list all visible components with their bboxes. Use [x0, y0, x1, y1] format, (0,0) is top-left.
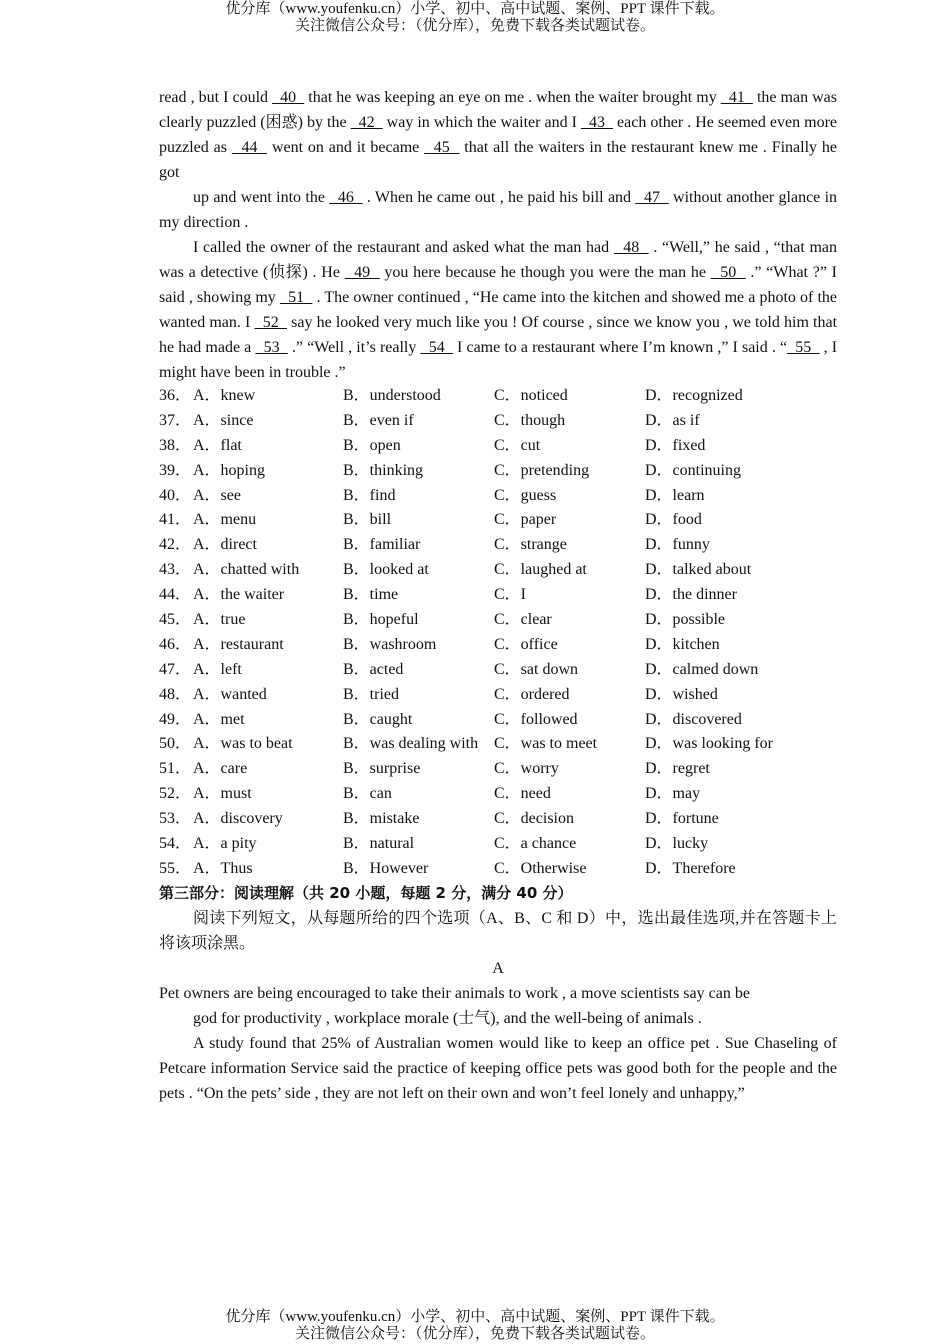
question-number: 39．	[159, 461, 192, 479]
question-number: 41．	[159, 511, 192, 529]
option-a: A．met	[193, 710, 245, 728]
option-a: A．see	[193, 486, 241, 504]
section-title: 第三部分：阅读理解（共 20 小题，每题 2 分，满分 40 分）	[159, 884, 573, 902]
question-number: 36．	[159, 387, 192, 404]
option-c: C．sat down	[494, 660, 579, 678]
question-number: 50．	[159, 735, 192, 753]
question-number: 46．	[159, 635, 192, 653]
option-a: A．discovery	[193, 810, 283, 828]
option-row	[159, 458, 859, 483]
option-a: A．care	[193, 760, 248, 778]
option-d: D．talked about	[645, 561, 752, 579]
option-a: A．restaurant	[193, 635, 284, 653]
question-number: 55．	[159, 859, 192, 877]
option-row	[159, 731, 859, 756]
blank-40: 40	[272, 89, 305, 106]
option-c: C．decision	[494, 810, 574, 828]
option-b: B．washroom	[343, 635, 437, 653]
question-number: 40．	[159, 486, 192, 504]
cloze-passage	[159, 85, 837, 385]
option-d: D．the dinner	[645, 586, 737, 604]
option-a: A．since	[193, 411, 254, 429]
option-c: C．cut	[494, 436, 541, 454]
option-b: B．bill	[343, 511, 392, 529]
page-header	[0, 1, 950, 35]
option-d: D．Therefore	[645, 859, 736, 877]
option-c: C．worry	[494, 760, 559, 778]
option-a: A．a pity	[193, 835, 257, 853]
option-row	[159, 433, 859, 458]
option-d: D．regret	[645, 760, 710, 778]
blank-48: 48	[613, 239, 649, 256]
option-row	[159, 856, 859, 881]
option-b: B．looked at	[343, 561, 429, 579]
option-row	[159, 682, 859, 707]
option-d: D．fortune	[645, 810, 719, 828]
option-a: A．was to beat	[193, 735, 293, 753]
option-a: A．flat	[193, 436, 242, 454]
option-d: D．fixed	[645, 436, 706, 454]
option-b: B．tried	[343, 685, 399, 703]
option-b: B．was dealing with	[343, 735, 479, 753]
answer-options	[159, 383, 859, 881]
option-d: D．kitchen	[645, 635, 720, 653]
section-instruction: 阅读下列短文，从每题所给的四个选项（A、B、C 和 D）中，选出最佳选项,并在答题卡上将该项涂黑。	[159, 910, 837, 952]
blank-55: 55	[787, 339, 820, 356]
question-number: 51．	[159, 760, 192, 778]
option-d: D．may	[645, 785, 701, 803]
header-line-1: 优分库（www.youfenku.cn）小学、初中、高中试题、案例、PPT 课件下载。	[225, 1, 725, 17]
option-c: C．was to meet	[494, 735, 598, 753]
reading-paragraph-1: Pet owners are being encouraged to take their animals to work , a move scientists say can be	[159, 985, 750, 1002]
option-row	[159, 383, 859, 408]
option-d: D．recognized	[645, 387, 743, 404]
option-b: B．time	[343, 586, 399, 604]
question-number: 37．	[159, 411, 192, 429]
blank-41: 41	[720, 89, 753, 106]
footer-line-2: 关注微信公众号：（优分库），免费下载各类试题试卷。	[294, 1326, 655, 1342]
blank-51: 51	[279, 289, 313, 306]
option-row	[159, 831, 859, 856]
question-number: 49．	[159, 710, 192, 728]
option-row	[159, 532, 859, 557]
passage-paragraph-1: read , but I could 40 that he was keeping an eye on me . when the waiter brought my 41 the man was clearly puzzled (困惑) by the 42 way in which the waiter and I 43 each other . He seemed even more puzzled as 44 went on and it became 45 that all the waiters in the restaurant knew me . Finally he got	[159, 89, 838, 181]
option-row	[159, 806, 859, 831]
option-a: A．chatted with	[193, 561, 300, 579]
option-d: D．discovered	[645, 710, 742, 728]
option-row	[159, 582, 859, 607]
reading-section	[159, 881, 837, 1106]
option-b: B．surprise	[343, 760, 421, 778]
option-b: B．can	[343, 785, 392, 803]
option-c: C．guess	[494, 486, 557, 504]
option-a: A．wanted	[193, 685, 267, 703]
option-c: C．noticed	[494, 387, 568, 404]
option-d: D．was looking for	[645, 735, 773, 753]
blank-45: 45	[424, 139, 460, 156]
option-d: D．wished	[645, 685, 718, 703]
option-row	[159, 483, 859, 508]
option-b: B．hopeful	[343, 611, 419, 629]
option-c: C．pretending	[494, 461, 590, 479]
option-c: C．ordered	[494, 685, 570, 703]
question-number: 52．	[159, 785, 192, 803]
header-line-2: 关注微信公众号：（优分库），免费下载各类试题试卷。	[294, 18, 655, 34]
option-row	[159, 756, 859, 781]
option-d: D．continuing	[645, 461, 741, 479]
blank-43: 43	[580, 114, 614, 131]
option-row	[159, 408, 859, 433]
option-b: B．open	[343, 436, 401, 454]
option-d: D．learn	[645, 486, 705, 504]
option-c: C．laughed at	[494, 561, 587, 579]
option-d: D．funny	[645, 536, 710, 554]
blank-50: 50	[710, 264, 746, 281]
blank-47: 47	[635, 189, 669, 206]
option-a: A．true	[193, 611, 246, 629]
option-a: A．Thus	[193, 859, 253, 877]
question-number: 44．	[159, 586, 192, 604]
blank-42: 42	[350, 114, 383, 131]
option-row	[159, 557, 859, 582]
blank-49: 49	[344, 264, 380, 281]
option-b: B．natural	[343, 835, 415, 853]
blank-46: 46	[329, 189, 363, 206]
option-a: A．knew	[193, 387, 256, 404]
blank-52: 52	[254, 314, 287, 331]
option-a: A．direct	[193, 536, 257, 554]
option-a: A．the waiter	[193, 586, 285, 604]
option-a: A．menu	[193, 511, 257, 529]
option-b: B．familiar	[343, 536, 421, 554]
option-row	[159, 632, 859, 657]
option-b: B．caught	[343, 710, 413, 728]
blank-44: 44	[231, 139, 268, 156]
blank-54: 54	[420, 339, 453, 356]
option-c: C．clear	[494, 611, 552, 629]
page-footer	[0, 1309, 950, 1343]
option-b: B．find	[343, 486, 396, 504]
passage-label: A	[492, 960, 504, 977]
option-a: A．must	[193, 785, 252, 803]
option-d: D．food	[645, 511, 702, 529]
option-c: C．office	[494, 635, 558, 653]
option-row	[159, 781, 859, 806]
option-b: B．acted	[343, 660, 404, 678]
reading-paragraph-2: god for productivity , workplace morale (士气), and the well-being of animals .	[193, 1010, 702, 1027]
reading-paragraph-3: A study found that 25% of Australian women would like to keep an office pet . Sue Chaseling of Petcare information Service said the practice of keeping office pets was good both for the people and the pets . “On the pets’ side , they are not left on their own and won’t feel lonely and unhappy,”	[159, 1035, 837, 1102]
passage-paragraph-3: I called the owner of the restaurant and asked what the man had 48 . “Well,” he said , “that man was a detective (侦探) . He 49 you here because he though you were the man he 50 .” “What ?” I said , showing my 51 . The owner continued , “He came into the kitchen and showed me a photo of the wanted man. I 52 say he looked very much like you ! Of course , since we know you , we told him that he had made a 53 .” “Well , it’s really 54 I came to a restaurant where I’m known ,” I said . “ 55 , I might have been in trouble .”	[159, 239, 838, 381]
question-number: 47．	[159, 660, 192, 678]
option-d: D．lucky	[645, 835, 709, 853]
option-d: D．calmed down	[645, 660, 759, 678]
question-number: 43．	[159, 561, 192, 579]
blank-53: 53	[255, 339, 288, 356]
question-number: 42．	[159, 536, 192, 554]
option-c: C．I	[494, 586, 527, 604]
passage-paragraph-2: up and went into the 46 . When he came out , he paid his bill and 47 without another glance in my direction .	[159, 189, 838, 231]
option-a: A．left	[193, 660, 242, 678]
option-c: C．need	[494, 785, 551, 803]
option-c: C．strange	[494, 536, 567, 554]
option-row	[159, 507, 859, 532]
option-row	[159, 607, 859, 632]
question-number: 48．	[159, 685, 192, 703]
option-row	[159, 657, 859, 682]
question-number: 54．	[159, 835, 192, 853]
option-b: B．thinking	[343, 461, 424, 479]
question-number: 53．	[159, 810, 192, 828]
option-b: B．mistake	[343, 810, 420, 828]
option-c: C．paper	[494, 511, 557, 529]
question-number: 38．	[159, 436, 192, 454]
option-c: C．Otherwise	[494, 859, 587, 877]
option-row	[159, 707, 859, 732]
option-c: C．followed	[494, 710, 578, 728]
option-c: C．though	[494, 411, 566, 429]
option-b: B．understood	[343, 387, 441, 404]
option-b: B．However	[343, 859, 429, 877]
footer-line-1: 优分库（www.youfenku.cn）小学、初中、高中试题、案例、PPT 课件下载。	[225, 1309, 725, 1325]
option-c: C．a chance	[494, 835, 577, 853]
option-d: D．as if	[645, 411, 700, 429]
question-number: 45．	[159, 611, 192, 629]
option-b: B．even if	[343, 411, 414, 429]
option-d: D．possible	[645, 611, 726, 629]
option-a: A．hoping	[193, 461, 266, 479]
